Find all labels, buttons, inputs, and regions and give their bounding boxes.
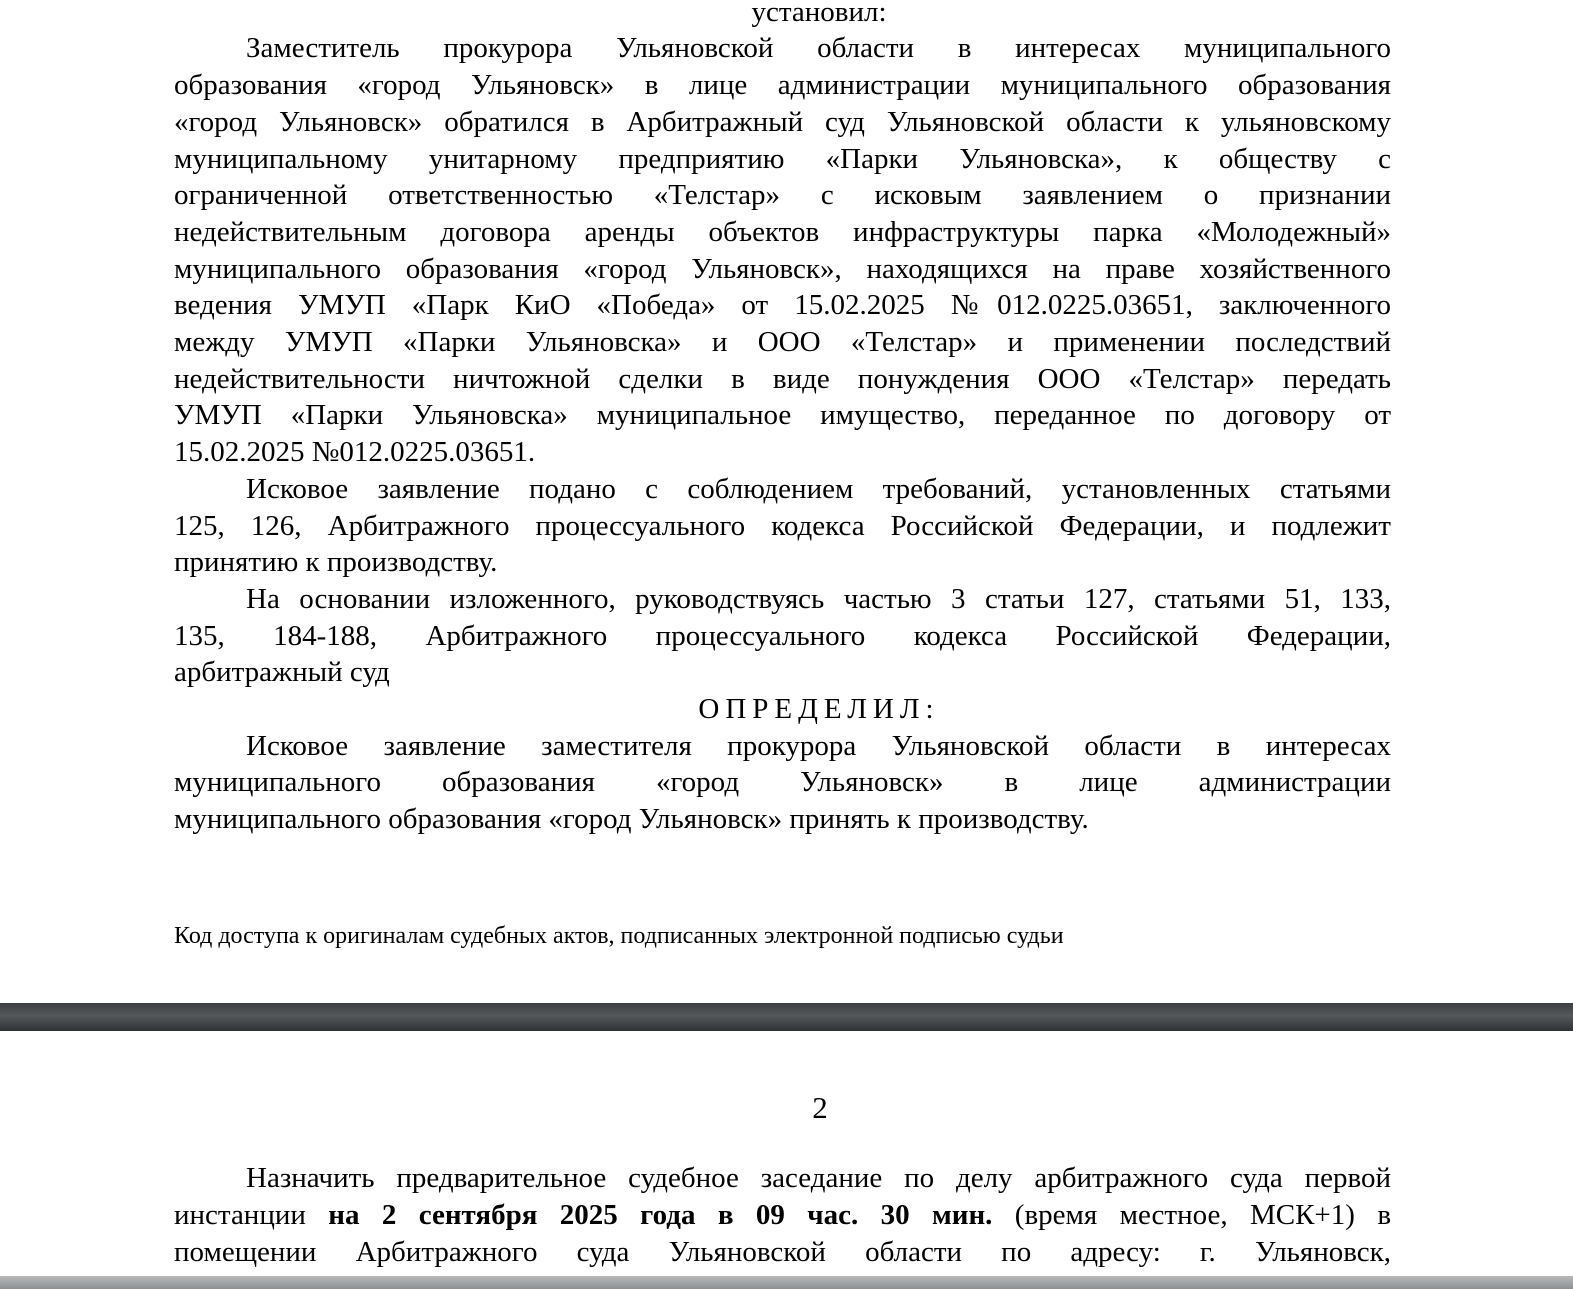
page-number: 2	[812, 1090, 828, 1125]
text-line: Заместитель прокурора Ульяновской области в интересах муниципального	[246, 32, 1391, 64]
text-line: ограниченной ответственностью «Телстар» с исковым заявлением о признании	[174, 179, 1391, 211]
text-line: недействительности ничтожной сделки в виде понуждения ООО «Телстар» передать	[174, 363, 1391, 395]
text-line: недействительным договора аренды объектов инфраструктуры парка «Молодежный»	[174, 216, 1391, 248]
text-line: помещении Арбитражного суда Ульяновской области по адресу: г. Ульяновск,	[174, 1236, 1391, 1268]
text-line: «город Ульяновск» обратился в Арбитражный суд Ульяновской области к ульяновскому	[174, 106, 1391, 138]
heading-opredelil: ОПРЕДЕЛИЛ:	[698, 693, 940, 725]
access-code-label: Код доступа к оригиналам судебных актов, подписанных электронной подписью судьи	[174, 923, 1064, 949]
text-line: арбитражный суд	[174, 656, 390, 688]
text-line: 15.02.2025 №012.0225.03651.	[174, 436, 536, 468]
hearing-date-bold: на 2 сентября 2025 года в 09 час. 30 мин.	[328, 1199, 993, 1231]
text-line: муниципальному унитарному предприятию «Парки Ульяновска», к обществу с	[174, 143, 1391, 175]
text-line: Исковое заявление подано с соблюдением требований, установленных статьями	[246, 473, 1391, 505]
text-line: ведения УМУП «Парк КиО «Победа» от 15.02.2025 №012.0225.03651, заключенного	[174, 289, 1391, 321]
text-line: принятию к производству.	[174, 546, 498, 578]
heading-ustanovil: установил:	[751, 0, 887, 28]
viewer-bottom-bar	[0, 1276, 1573, 1289]
text-line: между УМУП «Парки Ульяновска» и ООО «Телстар» и применении последствий	[174, 326, 1391, 358]
document-page-2	[0, 1031, 1573, 1276]
text-line: 135, 184-188, Арбитражного процессуального кодекса Российской Федерации,	[174, 620, 1391, 652]
text-line: Исковое заявление заместителя прокурора Ульяновской области в интересах	[246, 730, 1391, 762]
text-line: На основании изложенного, руководствуясь частью 3 статьи 127, статьями 51, 133,	[246, 583, 1391, 615]
text-line: 125, 126, Арбитражного процессуального кодекса Российской Федерации, и подлежит	[174, 510, 1391, 542]
text-line: Назначить предварительное судебное заседание по делу арбитражного суда первой	[246, 1162, 1391, 1194]
text-span: инстанции	[174, 1199, 329, 1231]
text-line-hearing-date	[174, 1197, 1391, 1233]
text-span: (время местное, МСК+1) в	[992, 1199, 1392, 1231]
text-line: муниципального образования «город Ульяновск» принять к производству.	[174, 803, 1089, 835]
text-line: муниципального образования «город Ульяновск», находящихся на праве хозяйственного	[174, 253, 1391, 285]
page-separator	[0, 1003, 1573, 1031]
text-line: муниципального образования «город Ульяновск» в лице администрации	[174, 766, 1391, 798]
text-line: УМУП «Парки Ульяновска» муниципальное имущество, переданное по договору от	[174, 399, 1391, 431]
text-line: образования «город Ульяновск» в лице администрации муниципального образования	[174, 69, 1391, 101]
